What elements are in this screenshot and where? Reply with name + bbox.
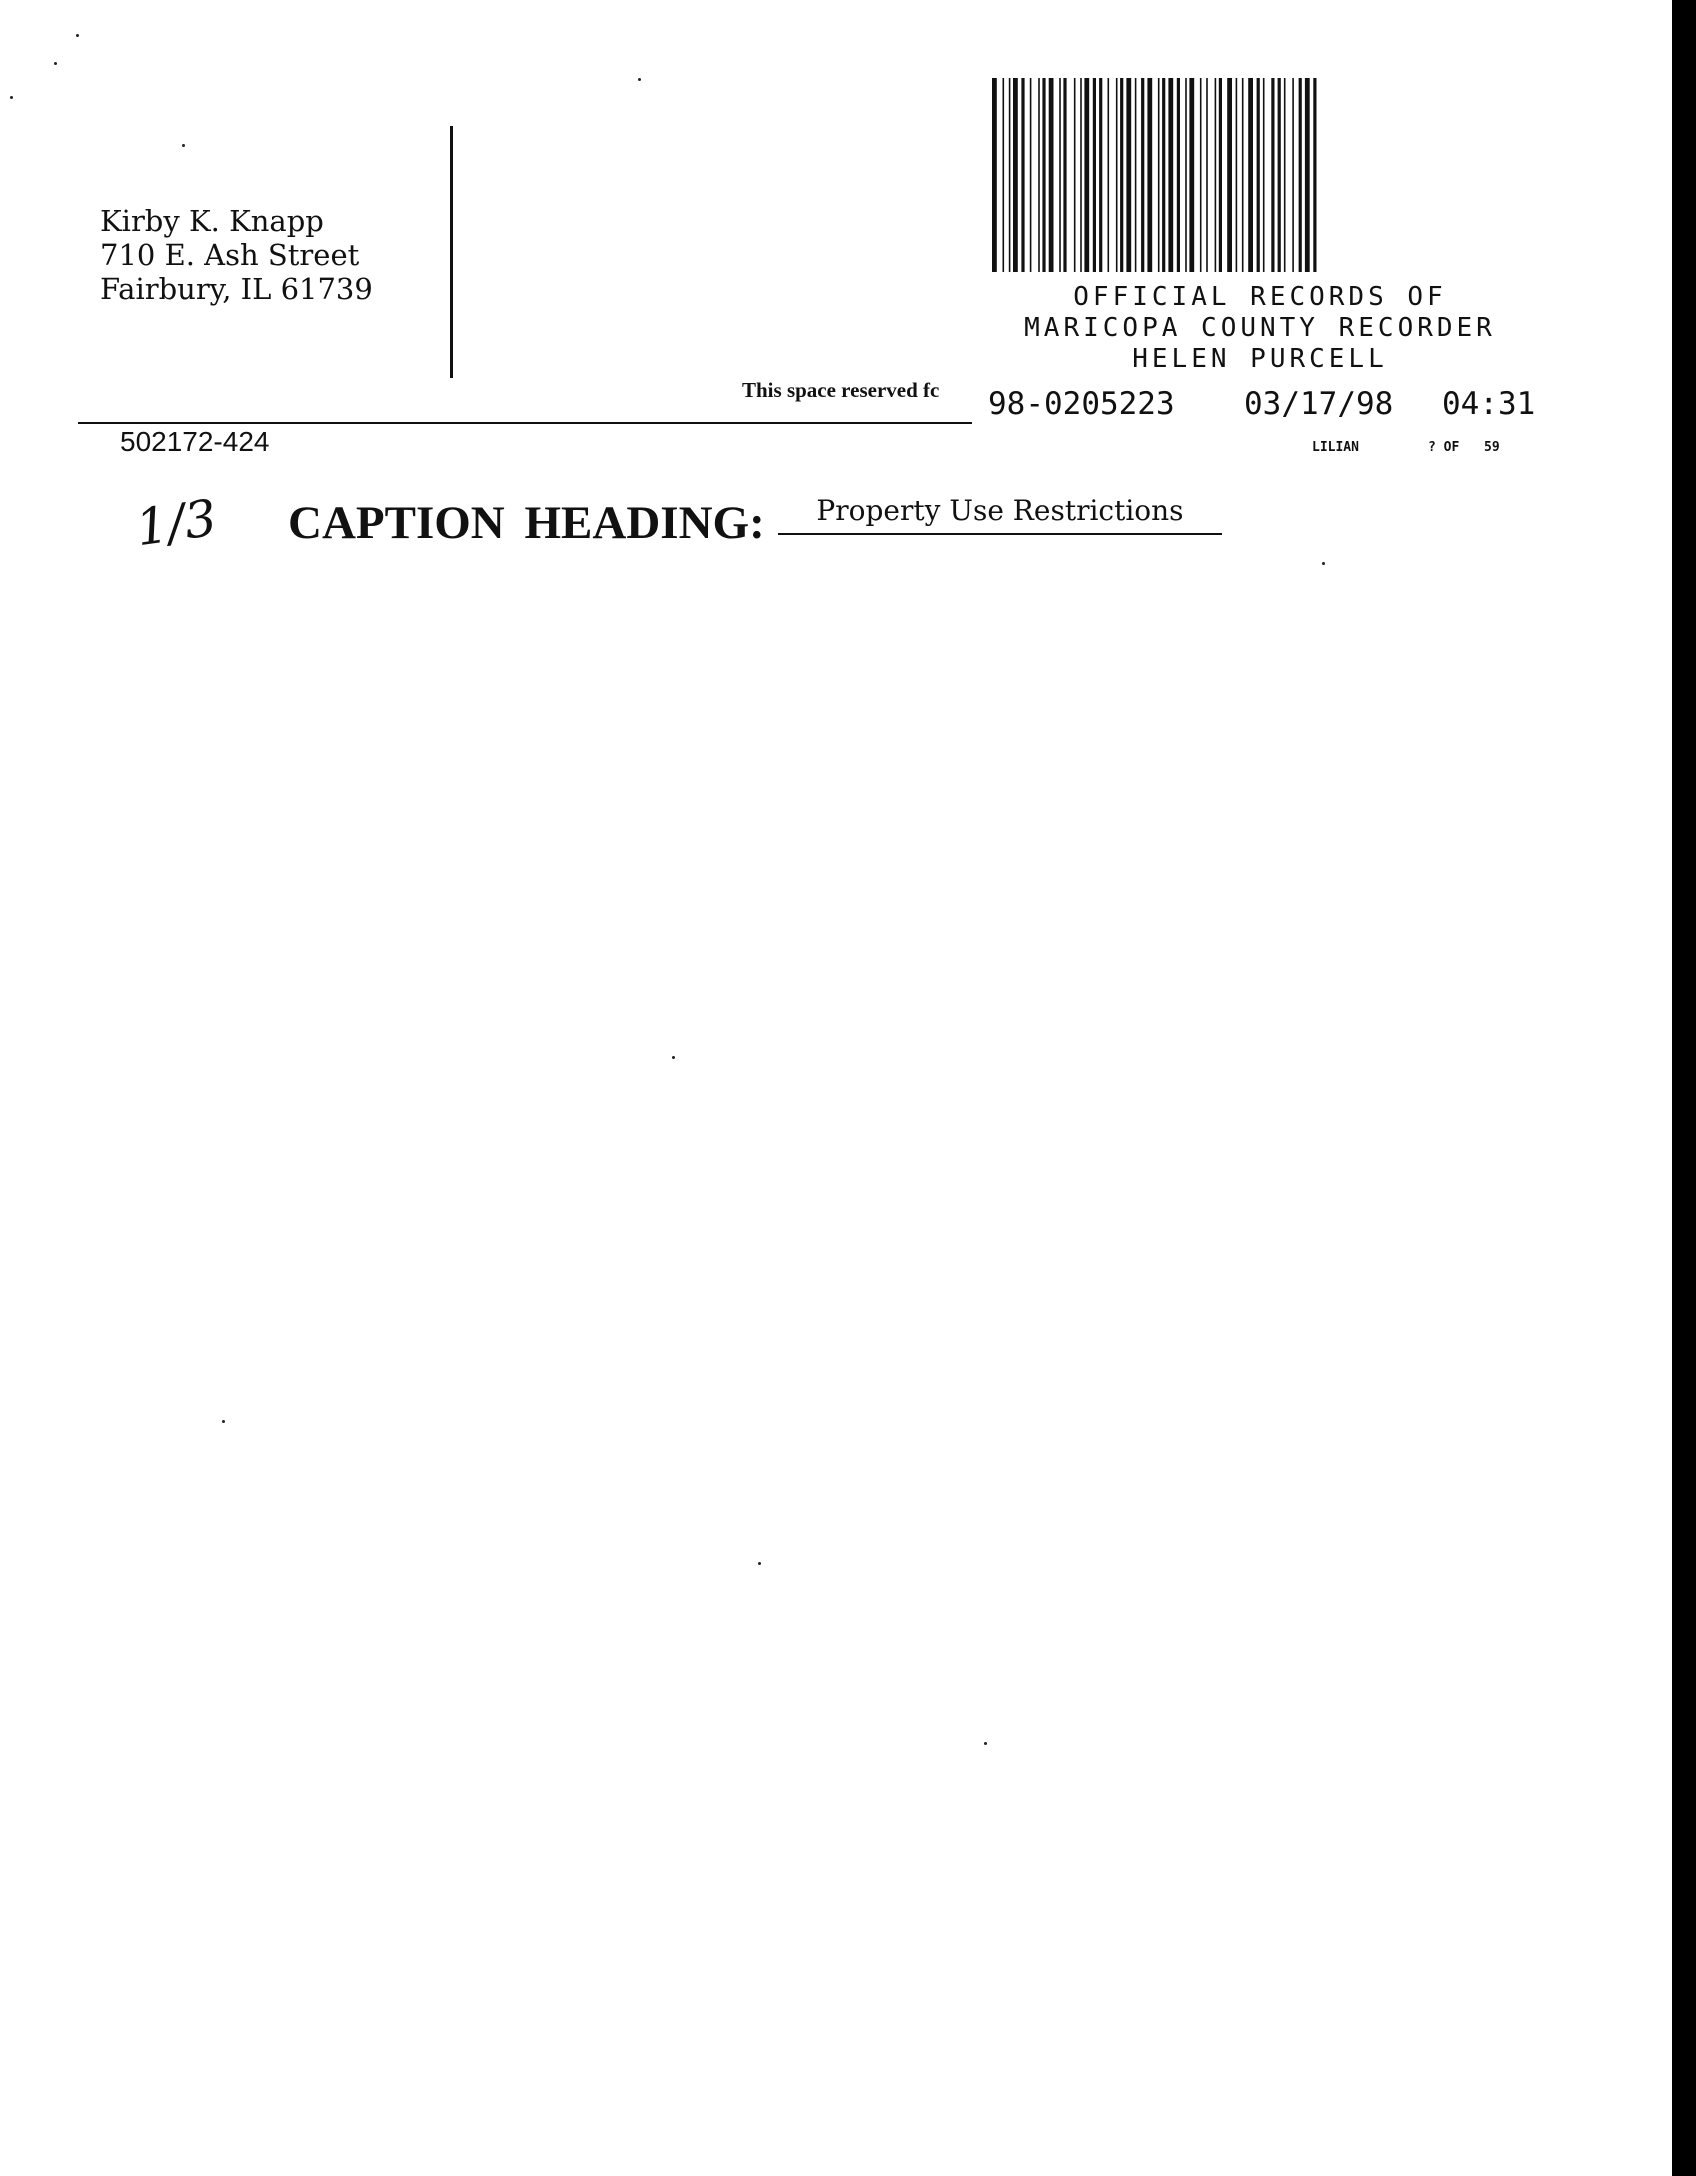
barcode-bar <box>1215 78 1217 272</box>
barcode-bar <box>1009 78 1011 272</box>
barcode-bar <box>1099 78 1102 272</box>
barcode-bar <box>1126 78 1131 272</box>
scan-speck <box>76 34 79 37</box>
recorder-stamp <box>990 282 1530 375</box>
scan-edge <box>1672 0 1696 2176</box>
scan-speck <box>672 1056 675 1059</box>
barcode-bar <box>1248 78 1253 272</box>
vertical-divider <box>450 126 453 378</box>
file-number: 502172-424 <box>120 426 270 457</box>
clerk-code: LILIAN <box>1312 440 1359 455</box>
barcode-bar <box>1219 78 1222 272</box>
scan-speck <box>1322 562 1325 565</box>
page-total: 59 <box>1484 440 1500 455</box>
barcode-bar <box>1284 78 1286 272</box>
handwritten-fraction: 1/3 <box>132 488 221 558</box>
barcode-bar <box>1305 78 1310 272</box>
barcode-bar <box>1242 78 1244 272</box>
page-of-label: ? OF <box>1428 440 1460 455</box>
barcode-bar <box>1093 78 1096 272</box>
barcode-bar <box>1049 78 1054 272</box>
recorder-line-2: MARICOPA COUNTY RECORDER <box>1024 313 1496 343</box>
barcode-bar <box>1236 78 1238 272</box>
barcode-bar <box>1003 78 1005 272</box>
barcode-bar <box>1299 78 1302 272</box>
barcode-bar <box>1013 78 1018 272</box>
barcode-bar <box>1030 78 1032 272</box>
recorder-line-1: OFFICIAL RECORDS OF <box>1073 282 1447 312</box>
barcode-bar <box>1038 78 1040 272</box>
barcode-bar <box>1116 78 1118 272</box>
barcode-bar <box>1168 78 1173 272</box>
record-number: 98-0205223 <box>988 386 1175 422</box>
scan-speck <box>638 78 641 81</box>
barcode-bar <box>1158 78 1160 272</box>
barcode-bar <box>1059 78 1061 272</box>
barcode-bar <box>1042 78 1045 272</box>
barcode-bar <box>1162 78 1165 272</box>
barcode-bar <box>1141 78 1144 272</box>
scan-speck <box>182 144 185 147</box>
caption-heading-label: CAPTION HEADING: <box>288 497 765 549</box>
caption-heading-value: Property Use Restrictions <box>778 494 1222 535</box>
scan-speck <box>10 96 13 99</box>
barcode-bar <box>1200 78 1202 272</box>
barcode-bar <box>1147 78 1152 272</box>
barcode-bar <box>992 78 997 272</box>
barcode-bar <box>1185 78 1187 272</box>
barcode-bar <box>1292 78 1294 272</box>
barcode-bar <box>1313 78 1316 272</box>
barcode-bar <box>1080 78 1082 272</box>
record-date: 03/17/98 <box>1244 386 1394 422</box>
reserved-space-note: This space reserved fc <box>742 378 940 402</box>
scan-speck <box>984 1742 987 1745</box>
barcode-bar <box>1278 78 1281 272</box>
horizontal-divider <box>78 422 972 424</box>
recorder-line-3: HELEN PURCELL <box>1132 344 1388 374</box>
sender-street: 710 E. Ash Street <box>100 238 360 272</box>
record-time: 04:31 <box>1442 386 1536 422</box>
sender-name: Kirby K. Knapp <box>100 204 324 238</box>
barcode-bar <box>1177 78 1180 272</box>
barcode-bar <box>1263 78 1265 272</box>
barcode-bar <box>1189 78 1194 272</box>
barcode-bar <box>1021 78 1024 272</box>
barcode-bar <box>1257 78 1260 272</box>
scan-speck <box>54 62 57 65</box>
scan-speck <box>758 1562 761 1565</box>
barcode-bar <box>1271 78 1274 272</box>
barcode-bar <box>1074 78 1076 272</box>
barcode-bar <box>1135 78 1137 272</box>
return-address <box>100 204 373 306</box>
barcode-bar <box>1108 78 1110 272</box>
barcode-image <box>990 78 1490 272</box>
barcode-bar <box>1084 78 1089 272</box>
barcode-bar <box>1206 78 1208 272</box>
barcode-bar <box>1063 78 1066 272</box>
scan-speck <box>222 1420 225 1423</box>
barcode-bar <box>1227 78 1232 272</box>
barcode-bar <box>1120 78 1123 272</box>
sender-city: Fairbury, IL 61739 <box>100 272 373 306</box>
